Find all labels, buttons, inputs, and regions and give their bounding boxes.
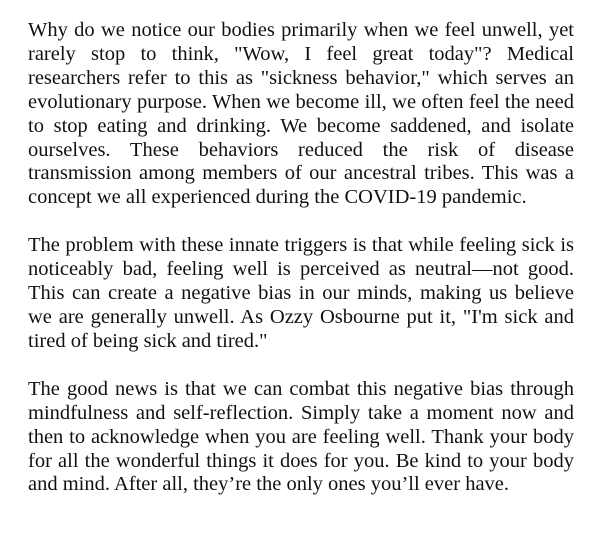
document-body <box>28 19 574 497</box>
paragraph-sickness-behavior: Why do we notice our bodies primarily when we feel unwell, yet rarely stop to think, "Wow, I feel great today"? Medical researchers refer to this as "sickness behavior," which serves an evolutionary purpose. When we become ill, we often feel the need to stop eating and drinking. We become saddened, and isolate ourselves. These behaviors reduced the risk of disease transmission among members of our ancestral tribes. This was a concept we all experienced during the COVID-19 pandemic. <box>28 19 574 209</box>
paragraph-mindfulness: The good news is that we can combat this negative bias through mindfulness and self-reflection. Simply take a moment now and then to acknowledge when you are feeling well. Thank your body for all the wonderful things it does for you. Be kind to your body and mind. After all, they’re the only ones you’ll ever have. <box>28 377 574 496</box>
paragraph-negative-bias: The problem with these innate triggers is that while feeling sick is noticeably bad, feeling well is perceived as neutral—not good. This can create a negative bias in our minds, making us believe we are generally unwell. As Ozzy Osbourne put it, "I'm sick and tired of being sick and tired." <box>28 234 574 352</box>
